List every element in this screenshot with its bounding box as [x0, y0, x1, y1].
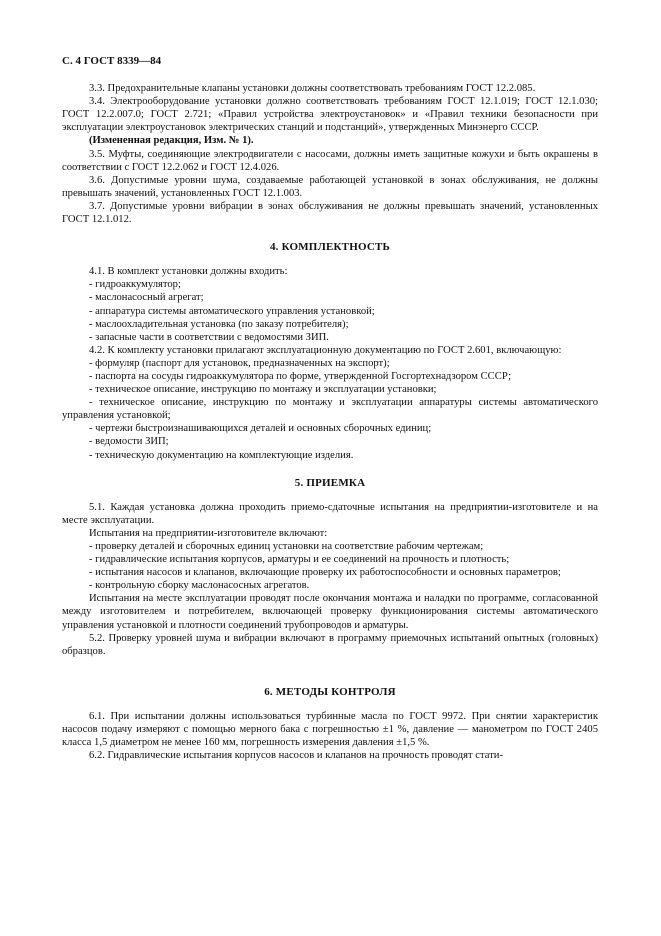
list-item: - запасные части в соответствии с ведомостями ЗИП. [89, 331, 329, 343]
paragraph-5-1-site: Испытания на месте эксплуатации проводят после окончания монтажа и наладки по программе, согласованной между изготовителем и потребителем, включающей проверку функционирования системы автоматического управления установкой и плотности соединений трубопроводов и арматуры. [62, 593, 598, 631]
section-5-title: 5. ПРИЕМКА [294, 476, 366, 489]
paragraph-5-1-intro: Испытания на предприятии-изготовителе включают: [89, 527, 328, 539]
list-item: - маслонасосный агрегат; [89, 292, 204, 304]
paragraph-6-2: 6.2. Гидравлические испытания корпусов насосов и клапанов на прочность проводят стати- [89, 750, 503, 762]
paragraph-6-1: 6.1. При испытании должны использоваться турбинные масла по ГОСТ 9972. При снятии характеристик насосов подачу измеряют с помощью мерного бака с погрешностью ±1 %, давление — манометром по ГОСТ 2405 класса 1,5 диаметром не менее 160 мм, погрешность измерения давления ±1,5 %. [62, 710, 598, 749]
paragraph-3-4: 3.4. Электрооборудование установки должно соответствовать требованиям ГОСТ 12.1.019; ГОСТ 12.1.030; ГОСТ 12.2.007.0; ГОСТ 2.721; «Правил устройства электроустановок» и «Правил техники безопасности при эксплуатации электроустановок электрических станций и подстанций», утвержденных Минэнерго СССР. [62, 96, 598, 134]
section-3-tail [62, 82, 598, 226]
list-item: - аппаратура системы автоматического управления установкой; [89, 305, 375, 317]
list-item: - ведомости ЗИП; [89, 436, 169, 448]
section-6-title: 6. МЕТОДЫ КОНТРОЛЯ [264, 685, 396, 698]
list-item: - гидравлические испытания корпусов, арматуры и ее соединений на прочность и плотность; [89, 554, 510, 566]
paragraph-4-2: 4.2. К комплекту установки прилагают эксплуатационную документацию по ГОСТ 2.601, включающую: [89, 344, 562, 356]
section-6 [62, 710, 598, 762]
list-item: - испытания насосов и клапанов, включающие проверку их работоспособности и основных параметров; [89, 567, 561, 579]
list-item: - проверку деталей и сборочных единиц установки на соответствие рабочим чертежам; [89, 541, 484, 552]
paragraph-4-1: 4.1. В комплект установки должны входить: [89, 266, 288, 278]
paragraph-5-2: 5.2. Проверку уровней шума и вибрации включают в программу приемочных испытаний опытных (головных) образцов. [62, 632, 598, 657]
section-4-title: 4. КОМПЛЕКТНОСТЬ [269, 241, 391, 254]
paragraph-5-1: 5.1. Каждая установка должна проходить приемо-сдаточные испытания на предприятии-изготовителе и на месте эксплуатации. [62, 501, 598, 526]
list-item: - техническую документацию на комплектующие изделия. [89, 449, 354, 461]
list-item: - техническое описание, инструкцию по монтажу и эксплуатации аппаратуры системы автоматического управления установкой; [62, 397, 598, 422]
page-header: С. 4 ГОСТ 8339—84 [62, 55, 162, 67]
list-item: - контрольную сборку маслонасосных агрегатов. [89, 580, 310, 592]
paragraph-3-5: 3.5. Муфты, соединяющие электродвигатели с насосами, должны иметь защитные кожухи и быть окрашены в соответствии с ГОСТ 12.2.062 и ГОСТ 12.4.026. [62, 148, 598, 173]
list-item: - чертежи быстроизнашивающихся деталей и основных сборочных единиц; [89, 423, 432, 435]
revision-note: (Измененная редакция, Изм. № 1). [89, 135, 254, 147]
paragraph-3-3: 3.3. Предохранительные клапаны установки должны соответствовать требованиям ГОСТ 12.2.085. [89, 83, 536, 95]
paragraph-3-6: 3.6. Допустимые уровни шума, создаваемые работающей установкой в зонах обслуживания, не должны превышать значений, установленных ГОСТ 12.1.003. [62, 174, 598, 199]
list-item: - маслоохладительная установка (по заказу потребителя); [89, 318, 349, 330]
list-item: - гидроаккумулятор; [89, 279, 181, 291]
section-5 [62, 501, 598, 658]
paragraph-3-7: 3.7. Допустимые уровни вибрации в зонах обслуживания не должны превышать значений, установленных ГОСТ 12.1.012. [62, 200, 598, 226]
list-item: - формуляр (паспорт для установок, предназначенных на экспорт); [89, 357, 390, 369]
list-item: - техническое описание, инструкцию по монтажу и эксплуатации установки; [89, 384, 437, 396]
list-item: - паспорта на сосуды гидроаккумулятора по форме, утвержденной Госгортехнадзором СССР; [89, 370, 512, 382]
document-page [62, 55, 598, 762]
section-4 [62, 265, 598, 461]
